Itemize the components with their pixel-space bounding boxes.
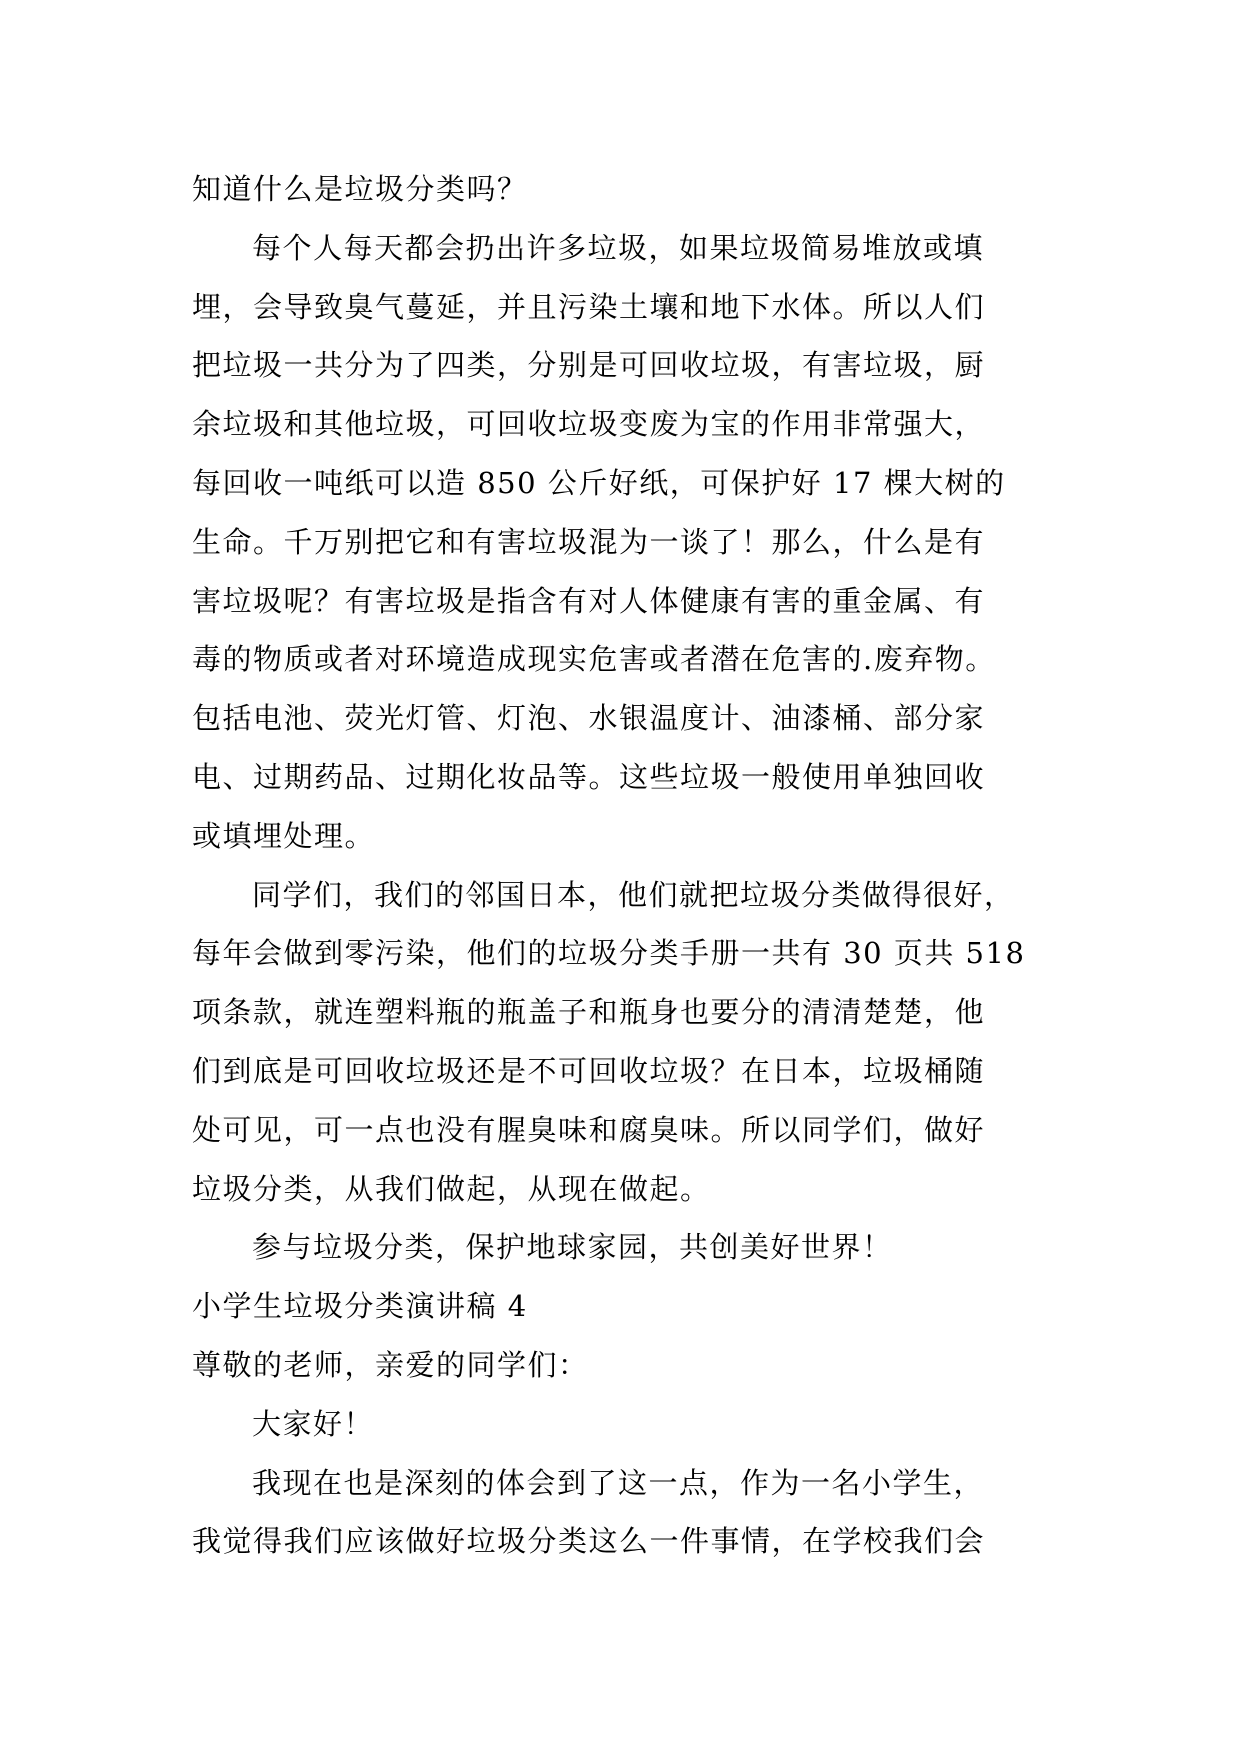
- text-line: 参与垃圾分类，保护地球家园，共创美好世界！: [252, 1230, 893, 1265]
- text-line: 垃圾分类，从我们做起，从现在做起。: [192, 1171, 711, 1206]
- text-line: 生命。千万别把它和有害垃圾混为一谈了！那么，什么是有: [192, 524, 986, 559]
- text-line: 每回收一吨纸可以造 850 公斤好纸，可保护好 17 棵大树的: [192, 465, 1006, 500]
- text-line: 包括电池、荧光灯管、灯泡、水银温度计、油漆桶、部分家: [192, 701, 986, 736]
- text-line: 余垃圾和其他垃圾，可回收垃圾变废为宝的作用非常强大，: [192, 407, 986, 442]
- text-line: 每个人每天都会扔出许多垃圾，如果垃圾简易堆放或填: [252, 230, 985, 265]
- text-line: 或填埋处理。: [192, 818, 376, 853]
- salutation: 尊敬的老师，亲爱的同学们：: [192, 1347, 589, 1382]
- document-body: [192, 160, 1052, 1571]
- text-line: 埋，会导致臭气蔓延，并且污染土壤和地下水体。所以人们: [192, 289, 986, 324]
- greeting: 大家好！: [252, 1406, 375, 1441]
- text-line: 每年会做到零污染，他们的垃圾分类手册一共有 30 页共 518: [192, 936, 1026, 971]
- text-line: 毒的物质或者对环境造成现实危害或者潜在危害的.废弃物。: [192, 642, 996, 677]
- text-line: 知道什么是垃圾分类吗？: [192, 172, 528, 206]
- text-line: 把垃圾一共分为了四类，分别是可回收垃圾，有害垃圾，厨: [192, 348, 986, 383]
- text-line: 们到底是可回收垃圾还是不可回收垃圾？在日本，垃圾桶随: [192, 1053, 986, 1088]
- text-line: 我现在也是深刻的体会到了这一点，作为一名小学生，: [252, 1465, 985, 1500]
- text-line: 处可见，可一点也没有腥臭味和腐臭味。所以同学们，做好: [192, 1112, 986, 1147]
- text-line: 我觉得我们应该做好垃圾分类这么一件事情，在学校我们会: [192, 1524, 986, 1559]
- text-line: 同学们，我们的邻国日本，他们就把垃圾分类做得很好，: [252, 877, 1015, 912]
- section-heading: 小学生垃圾分类演讲稿 4: [192, 1289, 528, 1324]
- text-line: 项条款，就连塑料瓶的瓶盖子和瓶身也要分的清清楚楚，他: [192, 995, 986, 1030]
- text-line: 电、过期药品、过期化妆品等。这些垃圾一般使用单独回收: [192, 759, 986, 794]
- text-line: 害垃圾呢？有害垃圾是指含有对人体健康有害的重金属、有: [192, 583, 986, 618]
